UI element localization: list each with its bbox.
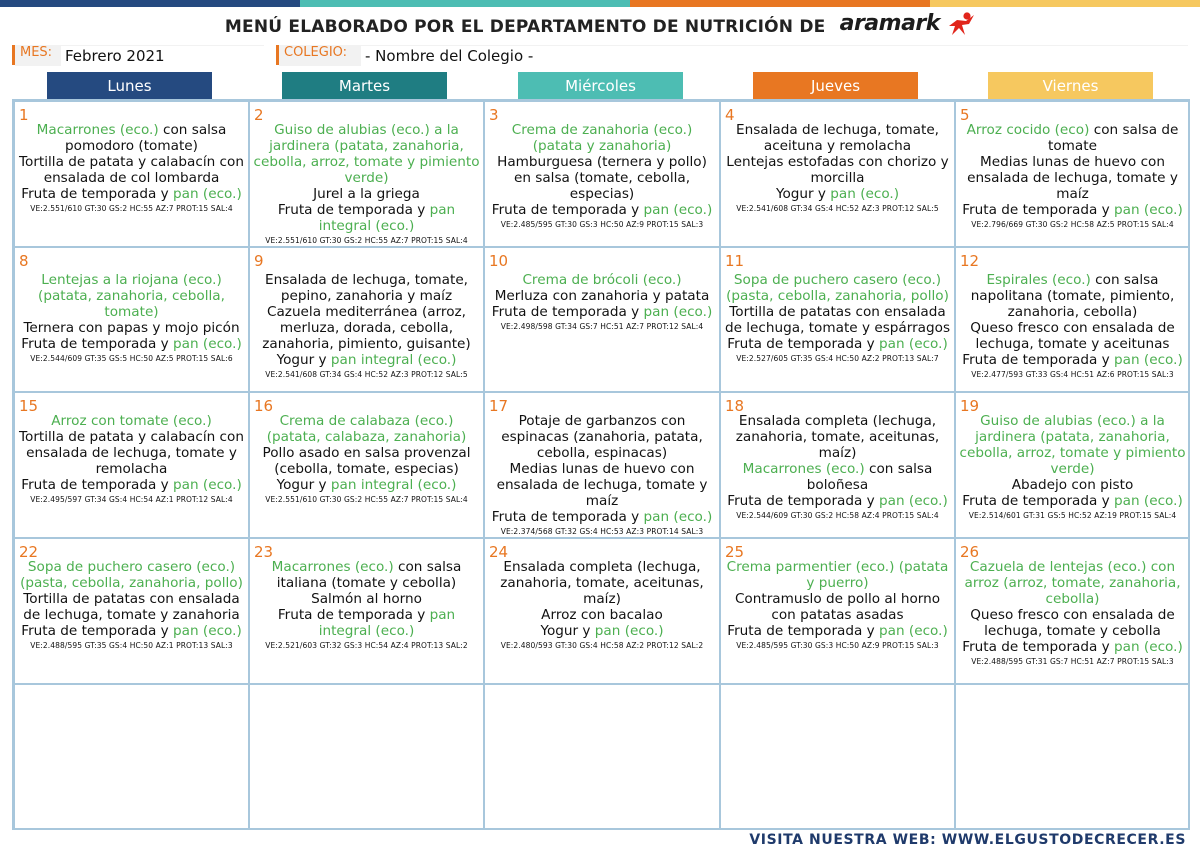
eco-item: pan integral (eco.) [330, 477, 457, 493]
dessert [17, 336, 246, 352]
day-cell [14, 392, 249, 538]
second-course [17, 154, 246, 186]
second-course [958, 320, 1187, 352]
day-cell [484, 247, 720, 392]
day-cell [14, 684, 249, 830]
menu-text: Fruta de temporada y [491, 509, 644, 525]
first-course [958, 413, 1187, 477]
nutrition-info: VE:2.514/601 GT:31 GS:5 HC:52 AZ:19 PROT:15 SAL:4 [968, 511, 1177, 520]
day-cell [14, 247, 249, 392]
first-course [958, 559, 1187, 607]
first-course [252, 559, 481, 591]
second-course [487, 288, 717, 304]
menu-content [17, 122, 246, 214]
menu-content [487, 559, 717, 651]
menu-text: Cazuela mediterránea (arroz, merluza, dorada, cebolla, zanahoria, pimiento, guisante) [262, 304, 471, 352]
eco-item: Arroz cocido (eco) [966, 122, 1090, 138]
top-bar-segment-orange [630, 0, 930, 7]
colegio-field [276, 45, 1189, 65]
day-cell [720, 101, 955, 247]
title-text: MENÚ ELABORADO POR EL DEPARTAMENTO DE NUTRICIÓN DE [224, 17, 826, 37]
day-number: 17 [489, 397, 509, 415]
menu-content [958, 413, 1187, 521]
second-course [487, 461, 717, 509]
dessert [252, 477, 481, 493]
eco-item: Arroz con tomate (eco.) [51, 413, 212, 429]
day-cell [720, 684, 955, 830]
menu-text: Abadejo con pisto [1011, 477, 1134, 493]
menu-content [487, 413, 717, 537]
menu-text: Yogur y [775, 186, 831, 202]
second-course [252, 186, 481, 202]
second-course [17, 429, 246, 477]
second-course [17, 320, 246, 336]
day-number: 11 [725, 252, 745, 270]
eco-item: Espirales (eco.) [986, 272, 1091, 288]
day-number: 18 [725, 397, 745, 415]
day-header-jueves: Jueves [753, 72, 918, 100]
menu-text: Pollo asado en salsa provenzal (cebolla, tomate, especias) [262, 445, 471, 477]
eco-item: pan (eco.) [643, 509, 713, 525]
day-cell [249, 684, 484, 830]
nutrition-info: VE:2.480/593 GT:30 GS:4 HC:58 AZ:2 PROT:12 SAL:2 [500, 641, 704, 650]
nutrition-info: VE:2.485/595 GT:30 GS:3 HC:50 AZ:9 PROT:15 SAL:3 [500, 220, 704, 229]
menu-text: Fruta de temporada y [962, 202, 1115, 218]
day-cell [720, 392, 955, 538]
nutrition-info: VE:2.488/595 GT:35 GS:4 HC:50 AZ:1 PROT:13 SAL:3 [30, 641, 233, 650]
menu-text: Jurel a la griega [313, 186, 420, 202]
menu-text: Queso fresco con ensalada de lechuga, tomate y cebolla [970, 607, 1175, 639]
day-cell [955, 101, 1190, 247]
day-number: 25 [725, 543, 745, 561]
first-course [252, 272, 481, 304]
menu-content [252, 122, 481, 246]
eco-item: pan (eco.) [173, 336, 242, 352]
nutrition-info: VE:2.521/603 GT:32 GS:3 HC:54 AZ:4 PROT:13 SAL:2 [265, 641, 468, 650]
day-cell [720, 538, 955, 684]
menu-text: Fruta de temporada y [21, 186, 174, 202]
day-cell [249, 392, 484, 538]
first-course [723, 559, 952, 591]
eco-item: pan integral (eco.) [318, 202, 456, 234]
menu-content [487, 272, 717, 332]
second-course [252, 445, 481, 477]
eco-item: pan integral (eco.) [318, 607, 456, 639]
menu-content [252, 559, 481, 651]
eco-item: pan (eco.) [1114, 352, 1183, 368]
menu-text: Contramuslo de pollo al horno con patatas asadas [734, 591, 941, 623]
eco-item: pan (eco.) [1114, 639, 1183, 655]
menu-content [958, 272, 1187, 380]
menu-content [487, 122, 717, 230]
top-bar-segment-yellow [930, 0, 1200, 7]
menu-content [958, 559, 1187, 667]
menu-text: Tortilla de patatas con ensalada de lechuga, tomate y espárragos [724, 304, 951, 336]
day-cell [249, 538, 484, 684]
day-number: 19 [960, 397, 980, 415]
menu-text: Yogur y [540, 623, 595, 639]
menu-text: Yogur y [276, 352, 331, 368]
nutrition-info: VE:2.544/609 GT:35 GS:5 HC:50 AZ:5 PROT:15 SAL:6 [30, 354, 233, 363]
eco-item: pan (eco.) [173, 623, 242, 639]
day-number: 2 [254, 106, 264, 124]
eco-item: pan (eco.) [1114, 493, 1183, 509]
menu-content [958, 122, 1187, 230]
eco-item: pan (eco.) [1114, 202, 1183, 218]
dessert [487, 202, 717, 218]
menu-text: Fruta de temporada y [727, 336, 880, 352]
second-course [723, 154, 952, 186]
eco-item: pan (eco.) [879, 623, 948, 639]
day-header-miercoles: Miércoles [518, 72, 683, 100]
second-course [487, 154, 717, 202]
menu-content [17, 559, 246, 651]
menu-text: Tortilla de patata y calabacín con ensalada de lechuga, tomate y remolacha [19, 429, 244, 477]
day-cell [955, 684, 1190, 830]
menu-text: Fruta de temporada y [727, 493, 880, 509]
nutrition-info: VE:2.541/608 GT:34 GS:4 HC:52 AZ:3 PROT:12 SAL:5 [265, 370, 468, 379]
day-cell [955, 247, 1190, 392]
day-number: 12 [960, 252, 980, 270]
first-course [723, 122, 952, 154]
first-course [252, 122, 481, 186]
menu-text: Tortilla de patata y calabacín con ensalada de col lombarda [19, 154, 244, 186]
menu-text: Ensalada de lechuga, tomate, aceituna y remolacha [736, 122, 939, 154]
dessert [958, 493, 1187, 509]
day-header-viernes: Viernes [988, 72, 1153, 100]
day-cell [14, 101, 249, 247]
menu-text: Fruta de temporada y [21, 623, 174, 639]
eco-item: pan (eco.) [643, 202, 713, 218]
menu-text: con salsa pomodoro (tomate) [65, 122, 227, 154]
menu-text: Queso fresco con ensalada de lechuga, tomate y aceitunas [970, 320, 1175, 352]
eco-item: Macarrones (eco.) [742, 461, 865, 477]
eco-item: Crema parmentier (eco.) (patata y puerro) [726, 559, 949, 591]
eco-item: pan (eco.) [830, 186, 900, 202]
menu-text: Fruta de temporada y [277, 607, 430, 623]
eco-item: Crema de brócoli (eco.) [522, 272, 682, 288]
eco-item: Sopa de puchero casero (eco.) (pasta, cebolla, zanahoria, pollo) [20, 559, 243, 591]
dessert [252, 352, 481, 368]
day-number: 9 [254, 252, 264, 270]
nutrition-info: VE:2.551/610 GT:30 GS:2 HC:55 AZ:7 PROT:15 SAL:4 [30, 204, 233, 213]
dessert [17, 477, 246, 493]
menu-content [17, 272, 246, 364]
eco-item: pan (eco.) [173, 186, 242, 202]
day-cell [484, 101, 720, 247]
day-cell [955, 538, 1190, 684]
day-number: 5 [960, 106, 970, 124]
menu-text: Fruta de temporada y [727, 623, 880, 639]
day-cell [484, 538, 720, 684]
mes-field [12, 45, 265, 65]
day-number: 15 [19, 397, 39, 415]
nutrition-info: VE:2.488/595 GT:31 GS:7 HC:51 AZ:7 PROT:15 SAL:3 [971, 657, 1174, 666]
eco-item: pan (eco.) [594, 623, 664, 639]
day-number: 10 [489, 252, 509, 270]
first-course [487, 122, 717, 154]
first-course [723, 413, 952, 461]
menu-text: Ternera con papas y mojo picón [23, 320, 240, 336]
second-course [723, 304, 952, 336]
first-course [723, 272, 952, 304]
dessert [487, 623, 717, 639]
first-course [487, 413, 717, 461]
menu-text: Fruta de temporada y [962, 352, 1115, 368]
eco-item: Crema de zanahoria (eco.) (patata y zanahoria) [511, 122, 693, 154]
menu-text: con salsa de tomate [1048, 122, 1179, 154]
menu-text: Fruta de temporada y [962, 639, 1115, 655]
first-course [487, 272, 717, 288]
second-course [958, 607, 1187, 639]
menu-content [17, 413, 246, 505]
dessert [723, 186, 952, 202]
menu-content [723, 122, 952, 214]
menu-text: con salsa italiana (tomate y cebolla) [276, 559, 462, 591]
day-cell [249, 101, 484, 247]
menu-text: Potaje de garbanzos con espinacas (zanahoria, patata, cebolla, espinacas) [501, 413, 703, 461]
nutrition-info: VE:2.551/610 GT:30 GS:2 HC:55 AZ:7 PROT:15 SAL:4 [265, 236, 468, 245]
colegio-value: - Nombre del Colegio - [361, 46, 1193, 66]
eco-item: pan (eco.) [879, 336, 948, 352]
eco-item: Lentejas a la riojana (eco.) (patata, zanahoria, cebolla, tomate) [38, 272, 225, 320]
second-course [252, 591, 481, 607]
menu-text: Merluza con zanahoria y patata [494, 288, 710, 304]
day-number: 22 [19, 543, 39, 561]
menu-text: Fruta de temporada y [491, 304, 644, 320]
dessert [487, 304, 717, 320]
menu-text: Lentejas estofadas con chorizo y morcilla [726, 154, 949, 186]
day-number: 1 [19, 106, 29, 124]
day-number: 23 [254, 543, 274, 561]
first-course [17, 413, 246, 429]
menu-content [723, 272, 952, 364]
day-cell [484, 392, 720, 538]
nutrition-info: VE:2.541/608 GT:34 GS:4 HC:52 AZ:3 PROT:12 SAL:5 [736, 204, 939, 213]
eco-item: pan integral (eco.) [330, 352, 457, 368]
menu-content [252, 272, 481, 380]
second-course [958, 477, 1187, 493]
menu-text: con salsa napolitana (tomate, pimiento, zanahoria, cebolla) [970, 272, 1175, 320]
nutrition-info: VE:2.477/593 GT:33 GS:4 HC:51 AZ:6 PROT:15 SAL:3 [971, 370, 1174, 379]
menu-text: Yogur y [276, 477, 331, 493]
menu-text: Fruta de temporada y [491, 202, 644, 218]
first-course [17, 272, 246, 320]
top-color-bar [0, 0, 1200, 7]
first-course [487, 559, 717, 607]
eco-item: Macarrones (eco.) [36, 122, 159, 138]
second-course [958, 154, 1187, 202]
day-number: 24 [489, 543, 509, 561]
mes-value: Febrero 2021 [61, 46, 270, 66]
nutrition-info: VE:2.544/609 GT:30 GS:2 HC:58 AZ:4 PROT:15 SAL:4 [736, 511, 939, 520]
menu-content [723, 559, 952, 651]
eco-item: pan (eco.) [643, 304, 713, 320]
day-cell [249, 247, 484, 392]
page-title [0, 11, 1200, 40]
menu-text: Arroz con bacalao [541, 607, 663, 623]
menu-text: Fruta de temporada y [277, 202, 430, 218]
day-cell [14, 538, 249, 684]
day-header-martes: Martes [282, 72, 447, 100]
aramark-star-icon [947, 11, 975, 37]
day-number: 4 [725, 106, 735, 124]
nutrition-info: VE:2.551/610 GT:30 GS:2 HC:55 AZ:7 PROT:15 SAL:4 [265, 495, 468, 504]
dessert [723, 493, 952, 509]
nutrition-info: VE:2.498/598 GT:34 GS:7 HC:51 AZ:7 PROT:12 SAL:4 [500, 322, 704, 331]
dessert [487, 509, 717, 525]
eco-item: Guiso de alubias (eco.) a la jardinera (patata, zanahoria, cebolla, arroz, tomate y pimiento verde) [959, 413, 1186, 477]
aramark-logo [840, 11, 975, 37]
top-bar-segment-blue [0, 0, 300, 7]
dessert [723, 336, 952, 352]
second-course [487, 607, 717, 623]
second-course [723, 591, 952, 623]
first-course [17, 559, 246, 591]
day-number: 26 [960, 543, 980, 561]
eco-item: Sopa de puchero casero (eco.) (pasta, cebolla, zanahoria, pollo) [726, 272, 949, 304]
mes-label: MES: [20, 45, 53, 60]
dessert [17, 186, 246, 202]
menu-text: Fruta de temporada y [962, 493, 1115, 509]
day-number: 8 [19, 252, 29, 270]
menu-text: Medias lunas de huevo con ensalada de lechuga, tomate y maíz [967, 154, 1178, 202]
brand-text: aramark [839, 11, 940, 36]
dessert [252, 607, 481, 639]
second-course [252, 304, 481, 352]
first-course [958, 122, 1187, 154]
day-cell [720, 247, 955, 392]
first-course [17, 122, 246, 154]
dessert [17, 623, 246, 639]
menu-text: Hamburguesa (ternera y pollo) en salsa (tomate, cebolla, especias) [497, 154, 707, 202]
nutrition-info: VE:2.527/605 GT:35 GS:4 HC:50 AZ:2 PROT:13 SAL:7 [736, 354, 939, 363]
nutrition-info: VE:2.495/597 GT:34 GS:4 HC:54 AZ:1 PROT:12 SAL:4 [30, 495, 233, 504]
menu-text: Ensalada completa (lechuga, zanahoria, tomate, aceitunas, maíz) [735, 413, 940, 461]
eco-item: Macarrones (eco.) [271, 559, 394, 575]
second-course [723, 461, 952, 493]
menu-content [723, 413, 952, 521]
dessert [958, 639, 1187, 655]
menu-text: Ensalada de lechuga, tomate, pepino, zanahoria y maíz [265, 272, 468, 304]
menu-text: Tortilla de patatas con ensalada de lechuga, tomate y zanahoria [23, 591, 240, 623]
dessert [958, 352, 1187, 368]
menu-calendar-grid [12, 99, 1190, 830]
nutrition-info: VE:2.485/595 GT:30 GS:3 HC:50 AZ:9 PROT:15 SAL:3 [736, 641, 939, 650]
menu-text: Ensalada completa (lechuga, zanahoria, tomate, aceitunas, maíz) [500, 559, 704, 607]
nutrition-info: VE:2.796/669 GT:30 GS:2 HC:58 AZ:5 PROT:15 SAL:4 [971, 220, 1174, 229]
eco-item: Crema de calabaza (eco.) (patata, calabaza, zanahoria) [266, 413, 467, 445]
footer-website: VISITA NUESTRA WEB: WWW.ELGUSTODECRECER.ES [749, 832, 1186, 848]
second-course [17, 591, 246, 623]
first-course [252, 413, 481, 445]
menu-text: Fruta de temporada y [21, 477, 174, 493]
day-header-lunes: Lunes [47, 72, 212, 100]
colegio-label: COLEGIO: [284, 45, 348, 60]
day-cell [484, 684, 720, 830]
menu-text: Medias lunas de huevo con ensalada de lechuga, tomate y maíz [496, 461, 708, 509]
eco-item: pan (eco.) [173, 477, 242, 493]
menu-text: Salmón al horno [311, 591, 422, 607]
first-course [958, 272, 1187, 320]
day-number: 16 [254, 397, 274, 415]
menu-text: Fruta de temporada y [21, 336, 174, 352]
eco-item: pan (eco.) [879, 493, 948, 509]
dessert [723, 623, 952, 639]
dessert [958, 202, 1187, 218]
menu-content [252, 413, 481, 505]
top-bar-segment-teal [300, 0, 630, 7]
eco-item: Guiso de alubias (eco.) a la jardinera (patata, zanahoria, cebolla, arroz, tomate y pimiento verde) [253, 122, 480, 186]
eco-item: Cazuela de lentejas (eco.) con arroz (arroz, tomate, zanahoria, cebolla) [964, 559, 1181, 607]
nutrition-info: VE:2.374/568 GT:32 GS:4 HC:53 AZ:3 PROT:14 SAL:3 [500, 527, 704, 536]
day-cell [955, 392, 1190, 538]
menu-text: con salsa boloñesa [806, 461, 933, 493]
dessert [252, 202, 481, 234]
day-number: 3 [489, 106, 499, 124]
